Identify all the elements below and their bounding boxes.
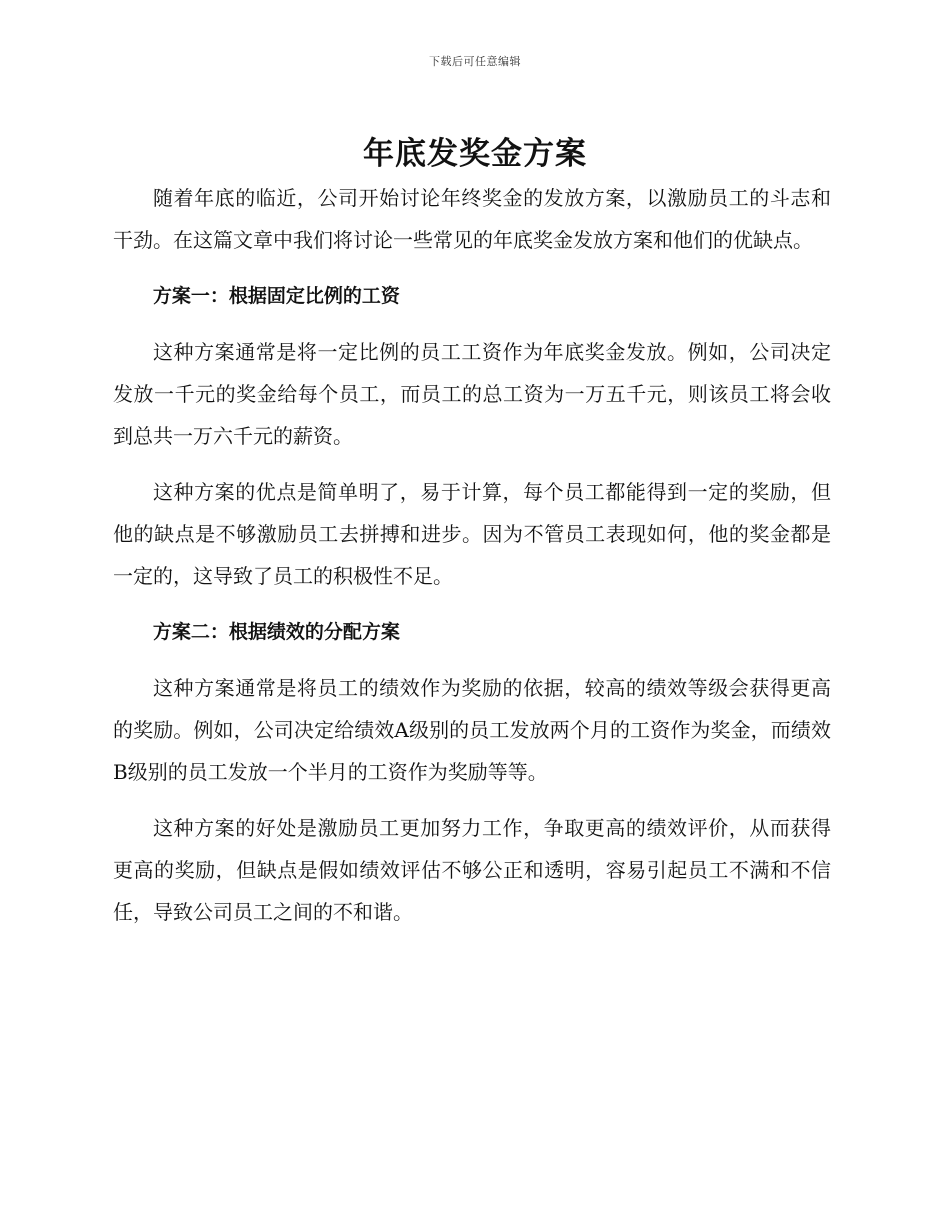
plan-two-paragraph: 这种方案的好处是激励员工更加努力工作，争取更高的绩效评价，从而获得更高的奖励，但缺点是假如绩效评估不够公正和透明，容易引起员工不满和不信任，导致公司员工之间的不和谐。	[113, 816, 831, 924]
header-note: 下载后可任意编辑	[429, 55, 521, 68]
plan-two-paragraph: 这种方案通常是将员工的绩效作为奖励的依据，较高的绩效等级会获得更高的奖励。例如，公司决定给绩效A级别的员工发放两个月的工资作为奖金，而绩效B级别的员工发放一个半月的工资作为奖励等等。	[113, 676, 831, 784]
plan-one-paragraph: 这种方案的优点是简单明了，易于计算，每个员工都能得到一定的奖励，但他的缺点是不够激励员工去拼搏和进步。因为不管员工表现如何，他的奖金都是一定的，这导致了员工的积极性不足。	[113, 480, 831, 588]
section-heading-plan-two: 方案二：根据绩效的分配方案	[152, 621, 400, 643]
plan-one-paragraph: 这种方案通常是将一定比例的员工工资作为年底奖金发放。例如，公司决定发放一千元的奖金给每个员工，而员工的总工资为一万五千元，则该员工将会收到总共一万六千元的薪资。	[113, 340, 831, 448]
document-title: 年底发奖金方案	[363, 136, 587, 172]
intro-paragraph: 随着年底的临近，公司开始讨论年终奖金的发放方案，以激励员工的斗志和干劲。在这篇文章中我们将讨论一些常见的年底奖金发放方案和他们的优缺点。	[113, 186, 831, 252]
section-heading-plan-one: 方案一：根据固定比例的工资	[152, 285, 400, 307]
document-body	[113, 177, 831, 947]
